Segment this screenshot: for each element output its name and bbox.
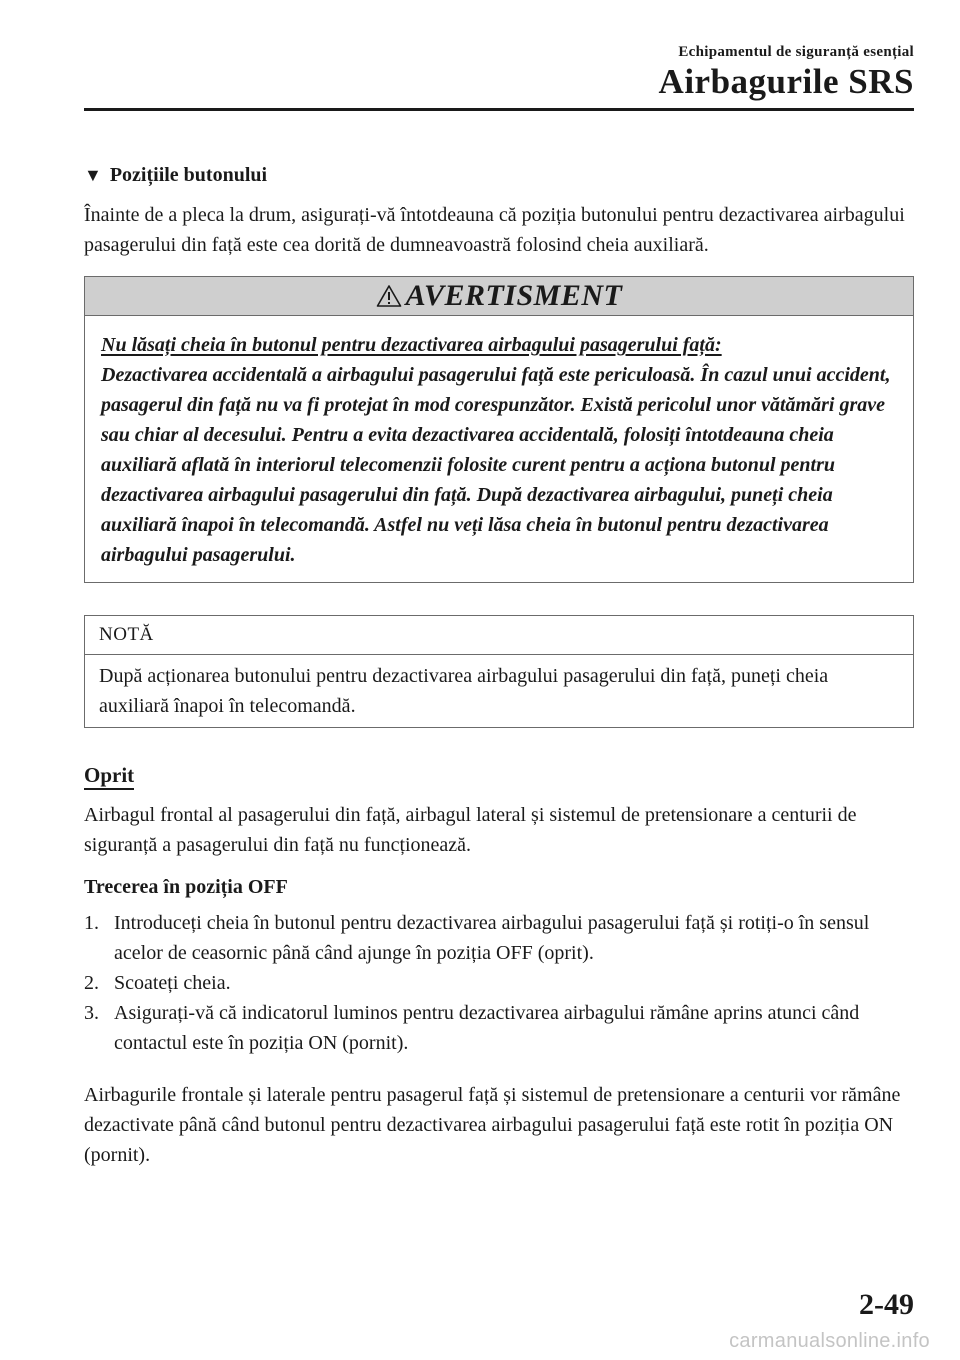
header-rule	[84, 108, 914, 111]
header-title: Airbagurile SRS	[658, 62, 914, 101]
list-item	[84, 998, 914, 1058]
warning-header	[85, 277, 913, 316]
warning-box	[84, 276, 914, 583]
warning-text: Dezactivarea accidentală a airbagului pasagerului față este periculoasă. În cazul unui accident, pasagerul din față nu va fi protejat în mod corespunzător. Există pericolul unor vătămări grave sau chiar al decesului. Pentru a evita dezactivarea accidentală, folosiți întotdeauna cheia auxiliară aflată în interiorul telecomenzii folosite curent pentru a acționa butonul pentru dezactivarea airbagului pasagerului din față. După dezactivarea airbagului, puneți cheia auxiliară înapoi în telecomandă. Astfel nu veți lăsa cheia în butonul pentru dezactivarea airbagului pasagerului.	[101, 364, 891, 566]
warning-title: AVERTISMENT	[405, 279, 623, 312]
step-text: Asigurați-vă că indicatorul luminos pentru dezactivarea airbagului rămâne aprins atunci când contactul este în poziția ON (pornit).	[114, 1002, 860, 1054]
intro-paragraph: Înainte de a pleca la drum, asigurați-vă întotdeauna că poziția butonului pentru dezactivarea airbagului pasagerului din față este cea dorită de dumneavoastră folosind cheia auxiliară.	[84, 204, 905, 256]
section-heading-text: Pozițiile butonului	[109, 164, 268, 186]
list-item	[84, 968, 914, 998]
note-body: După acționarea butonului pentru dezactivarea airbagului pasagerului din față, puneți cheia auxiliară înapoi în telecomandă.	[99, 665, 829, 717]
list-item	[84, 908, 914, 968]
note-box	[84, 615, 914, 728]
procedure-title: Trecerea în poziția OFF	[84, 876, 288, 898]
step-number: 2.	[84, 972, 99, 994]
section-heading	[84, 160, 914, 190]
procedure-steps	[84, 908, 914, 1058]
off-heading: Oprit	[84, 762, 134, 790]
page-content	[84, 160, 914, 1170]
warning-lead: Nu lăsați cheia în butonul pentru dezactivarea airbagului pasagerului față:	[101, 334, 722, 356]
header-section-name: Echipamentul de siguranță esențial	[678, 44, 914, 60]
step-text: Introduceți cheia în butonul pentru dezactivarea airbagului pasagerului față și rotiți-o în sensul acelor de ceasornic până când ajunge în poziția OFF (oprit).	[114, 912, 870, 964]
step-number: 1.	[84, 912, 99, 934]
triangle-down-icon: ▼	[84, 165, 102, 185]
watermark: carmanualsonline.info	[729, 1330, 930, 1352]
warning-body	[85, 316, 913, 582]
step-number: 3.	[84, 1002, 99, 1024]
off-description: Airbagul frontal al pasagerului din față, airbagul lateral și sistemul de pretensionare a centurii de siguranță a pasagerului din față nu funcționează.	[84, 804, 857, 856]
page-number: 2-49	[859, 1288, 914, 1321]
warning-triangle-icon	[376, 284, 402, 308]
note-title: NOTĂ	[85, 616, 913, 655]
closing-paragraph: Airbagurile frontale și laterale pentru pasagerul față și sistemul de pretensionare a centurii vor rămâne dezactivate până când butonul pentru dezactivarea airbagului pasagerului față este rotit în poziția ON (pornit).	[84, 1084, 901, 1166]
step-text: Scoateți cheia.	[114, 972, 231, 994]
